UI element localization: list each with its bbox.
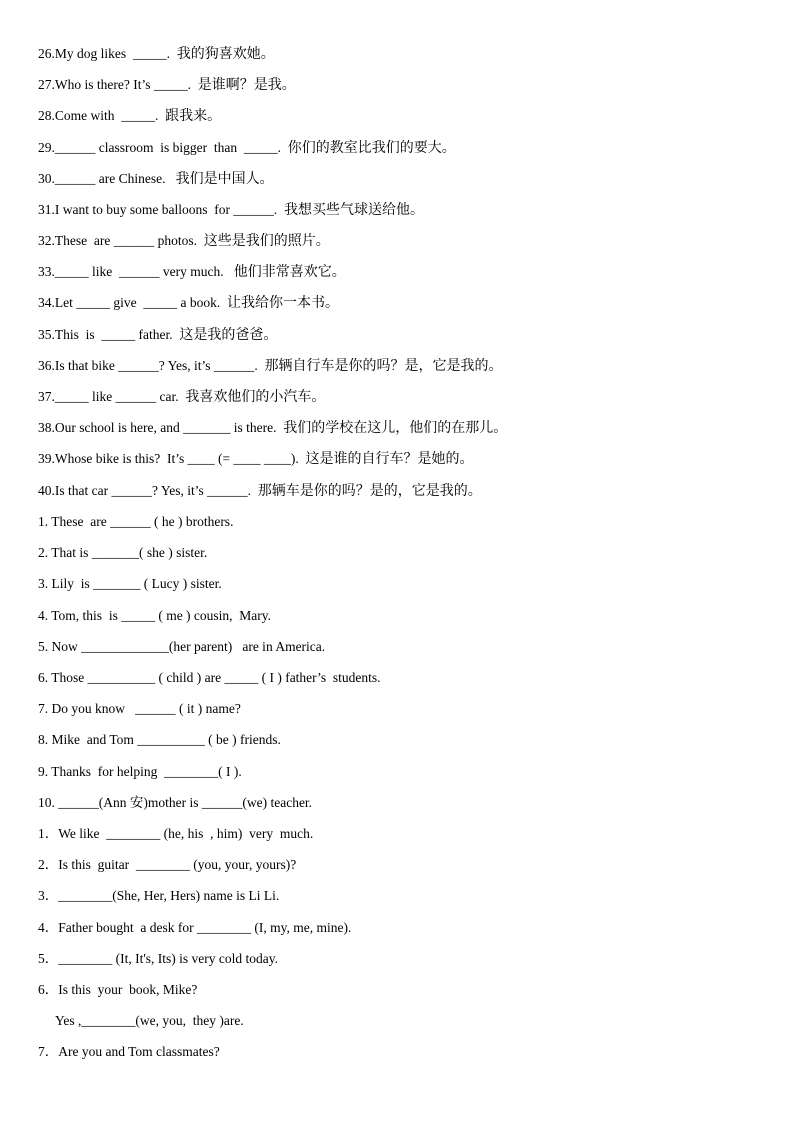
- exercise-line: 2．Is this guitar ________ (you, your, yours)?: [38, 857, 297, 872]
- exercise-line: 30.______ are Chinese. 我们是中国人。: [38, 171, 274, 187]
- exercise-line: 5．________ (It, It's, Its) is very cold today.: [38, 951, 279, 966]
- exercise-line: 2. That is _______( she ) sister.: [38, 545, 208, 560]
- exercise-line: Yes ,________(we, you, they )are.: [55, 1013, 244, 1028]
- exercise-line: 3. Lily is _______ ( Lucy ) sister.: [38, 576, 222, 591]
- exercise-line: 8. Mike and Tom __________ ( be ) friends.: [38, 732, 281, 747]
- exercise-line: 29.______ classroom is bigger than _____. 你们的教室比我们的要大。: [38, 140, 456, 156]
- exercise-line: 39.Whose bike is this? It’s ____ (= ____ ____). 这是谁的自行车？是她的。: [38, 451, 474, 467]
- exercise-line: 40.Is that car ______? Yes, it’s ______. 那辆车是你的吗？是的，它是我的。: [38, 483, 482, 499]
- exercise-line: 9. Thanks for helping ________( I ).: [38, 764, 242, 779]
- exercise-line: 7. Do you know ______ ( it ) name?: [38, 701, 241, 716]
- exercise-line: 38.Our school is here, and _______ is there. 我们的学校在这儿，他们的在那儿。: [38, 420, 508, 436]
- exercise-line: 6．Is this your book, Mike?: [38, 982, 198, 997]
- exercise-line: 27.Who is there? It’s _____. 是谁啊？是我。: [38, 77, 296, 93]
- exercise-line: 1．We like ________ (he, his , him) very much.: [38, 826, 314, 841]
- exercise-line: 10. ______(Ann 安)mother is ______(we) teacher.: [38, 795, 313, 810]
- exercise-line: 28.Come with _____. 跟我来。: [38, 108, 222, 124]
- exercise-line: 7．Are you and Tom classmates?: [38, 1044, 220, 1059]
- exercise-line: 4．Father bought a desk for ________ (I, my, me, mine).: [38, 920, 352, 935]
- exercise-line: 36.Is that bike ______? Yes, it’s ______. 那辆自行车是你的吗？是，它是我的。: [38, 358, 503, 374]
- exercise-line: 6. Those __________ ( child ) are _____ ( I ) father’s students.: [38, 670, 381, 685]
- exercise-line: 32.These are ______ photos. 这些是我们的照片。: [38, 233, 330, 249]
- exercise-line: 3．________(She, Her, Hers) name is Li Li.: [38, 888, 280, 903]
- exercise-line: 26.My dog likes _____. 我的狗喜欢她。: [38, 46, 275, 62]
- exercise-line: 4. Tom, this is _____ ( me ) cousin, Mary.: [38, 608, 272, 623]
- exercise-line: 31.I want to buy some balloons for ______. 我想买些气球送给他。: [38, 202, 424, 218]
- exercise-line: 5. Now _____________(her parent) are in America.: [38, 639, 326, 654]
- exercise-line: 35.This is _____ father. 这是我的爸爸。: [38, 327, 278, 343]
- exercise-line: 34.Let _____ give _____ a book. 让我给你一本书。: [38, 295, 339, 311]
- exercise-line: 1. These are ______ ( he ) brothers.: [38, 514, 234, 529]
- exercise-line: 37._____ like ______ car. 我喜欢他们的小汽车。: [38, 389, 326, 405]
- exercise-line: 33._____ like ______ very much. 他们非常喜欢它。: [38, 264, 346, 280]
